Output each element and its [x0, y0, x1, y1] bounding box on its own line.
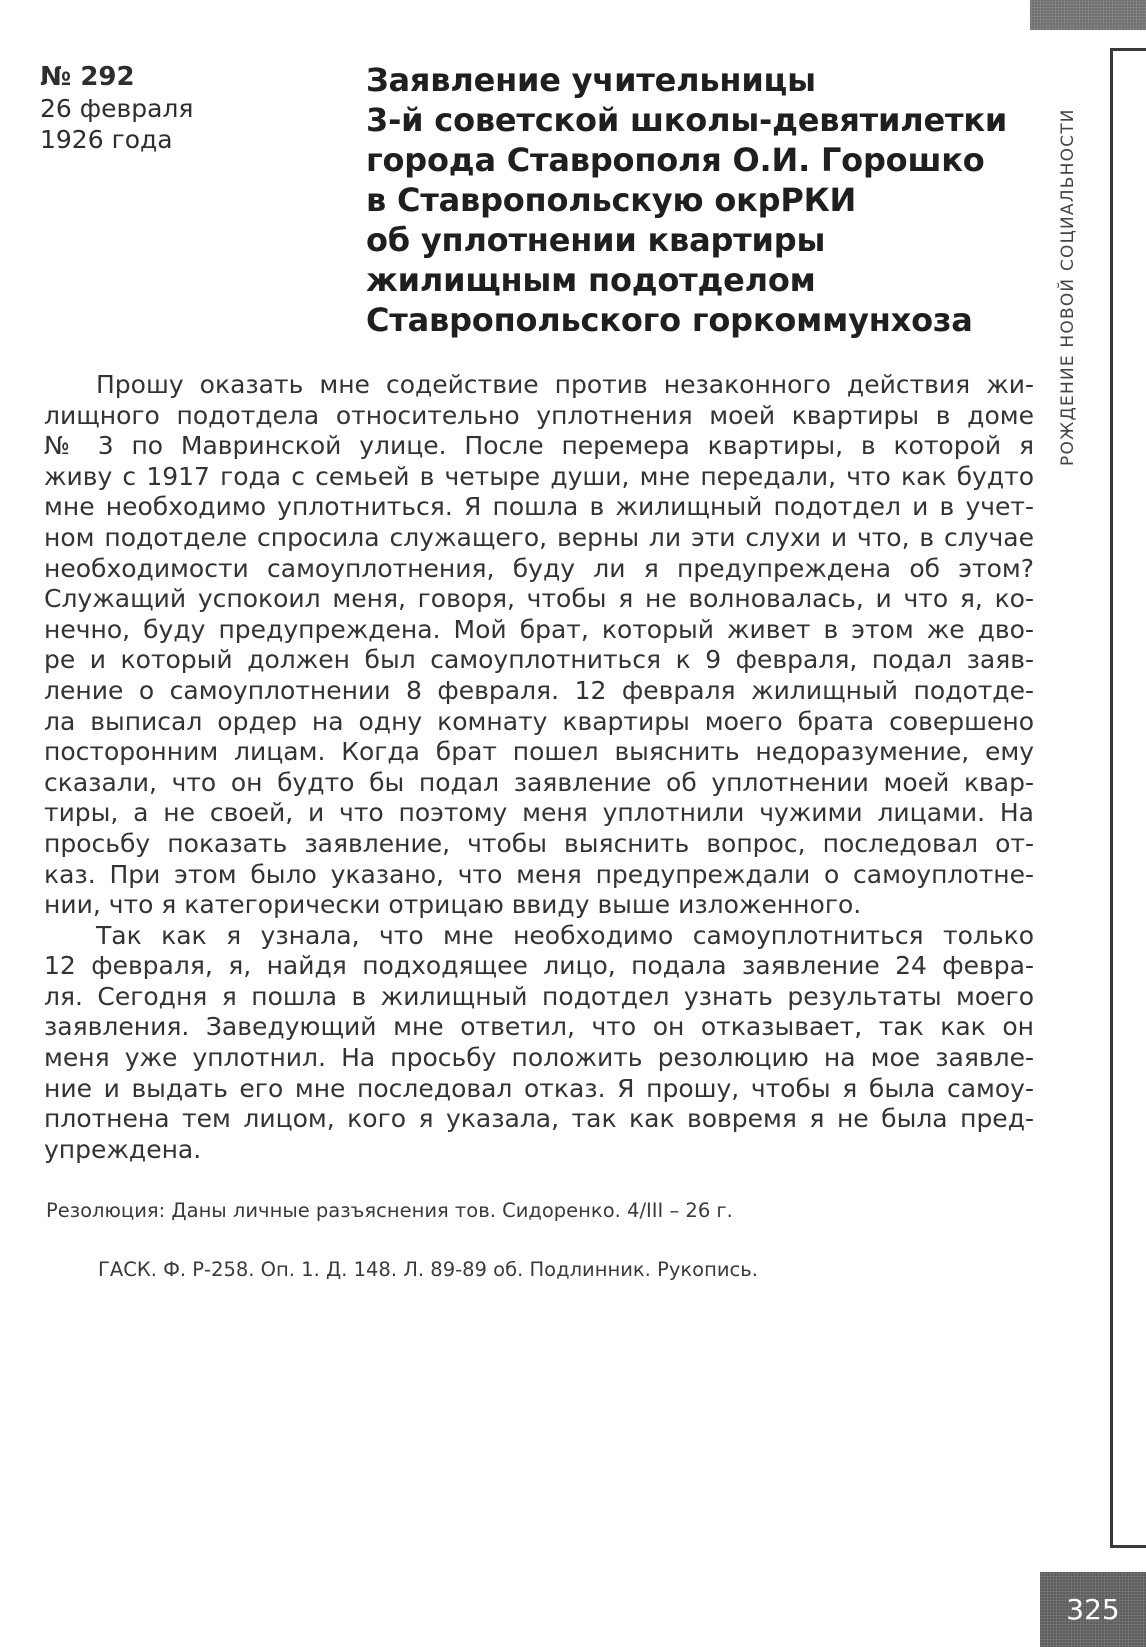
side-frame: [1110, 48, 1146, 1548]
body-line: мне необходимо уплотниться. Я пошла в жилищный подотдел и в учет-: [44, 492, 1034, 522]
title-line: 3-й советской школы-девятилетки: [366, 101, 1008, 139]
body-line: ление о самоуплотнении 8 февраля. 12 февраля жилищный подотде-: [44, 675, 1034, 705]
resolution-note: Резолюция: Даны личные разъяснения тов. Сидоренко. 4/III – 26 г.: [46, 1199, 733, 1222]
body-line: ние и выдать его мне последовал отказ. Я прошу, чтобы я была самоу-: [44, 1073, 1034, 1103]
body-line: живу с 1917 года с семьей в четыре души, мне передали, что как будто: [44, 461, 1034, 491]
body-line: посторонним лицам. Когда брат пошел выяснить недоразумение, ему: [44, 737, 1034, 767]
body-line: Прошу оказать мне содействие против незаконного действия жи-: [96, 370, 1034, 399]
body-line: нечно, буду предупреждена. Мой брат, который живет в этом же дво-: [44, 614, 1034, 644]
body-line: Служащий успокоил меня, говоря, чтобы я не волновалась, и что я, ко-: [44, 584, 1034, 614]
title-line: Заявление учительницы: [366, 61, 816, 99]
running-head: РОЖДЕНИЕ НОВОЙ СОЦИАЛЬНОСТИ: [1058, 108, 1078, 466]
body-line: Так как я узнала, что мне необходимо самоуплотниться только: [96, 920, 1034, 950]
document-date-line-2: 1926 года: [40, 125, 173, 154]
title-line: жилищным подотделом: [366, 261, 816, 299]
body-line: заявления. Заведующий мне ответил, что он отказывает, так как он: [44, 1012, 1034, 1042]
body-line: сказали, что он будто бы подал заявление об уплотнении моей квар-: [44, 767, 1034, 797]
document-body: [44, 370, 1034, 1165]
title-line: города Ставрополя О.И. Горошко: [366, 141, 985, 179]
corner-tab: [1030, 0, 1146, 30]
body-line: тиры, а не своей, и что поэтому меня уплотнили чужими лицами. На: [44, 798, 1034, 828]
body-line: ре и который должен был самоуплотниться к 9 февраля, подал заяв-: [44, 645, 1034, 675]
body-line: просьбу показать заявление, чтобы выяснить вопрос, последовал от-: [44, 828, 1034, 858]
title-line: об уплотнении квартиры: [366, 221, 826, 259]
body-line: меня уже уплотнил. На просьбу положить резолюцию на мое заявле-: [44, 1043, 1034, 1073]
title-line: Ставропольского горкоммунхоза: [366, 301, 973, 339]
body-line: № 3 по Мавринской улице. После перемера квартиры, в которой я: [44, 431, 1034, 461]
document-title: [366, 60, 1046, 340]
body-line: ла выписал ордер на одну комнату квартиры моего брата совершено: [44, 706, 1034, 736]
document-meta: [40, 62, 193, 155]
body-line: ном подотделе спросила служащего, верны ли эти слухи и что, в случае: [44, 522, 1034, 552]
page-number: 325: [1040, 1572, 1146, 1647]
body-line: плотнена тем лицом, кого я указала, так как вовремя я не была пред-: [44, 1104, 1034, 1134]
body-line: ля. Сегодня я пошла в жилищный подотдел узнать результаты моего: [44, 981, 1034, 1011]
title-line: в Ставропольскую окрРКИ: [366, 181, 857, 219]
document-date-line-1: 26 февраля: [40, 94, 194, 123]
body-line: лищного подотдела относительно уплотнения моей квартиры в доме: [44, 400, 1034, 430]
body-line: нии, что я категорически отрицаю ввиду выше изложенного.: [44, 890, 862, 920]
body-line: необходимости самоуплотнения, буду ли я предупреждена об этом?: [44, 553, 1034, 583]
body-line: каз. При этом было указано, что меня предупреждали о самоуплотне-: [44, 859, 1034, 889]
body-line: 12 февраля, я, найдя подходящее лицо, подала заявление 24 февра-: [44, 951, 1034, 981]
archive-reference: ГАСК. Ф. Р-258. Оп. 1. Д. 148. Л. 89-89 об. Подлинник. Рукопись.: [98, 1258, 758, 1281]
body-line: упреждена.: [44, 1134, 202, 1164]
document-number: № 292: [40, 62, 135, 92]
